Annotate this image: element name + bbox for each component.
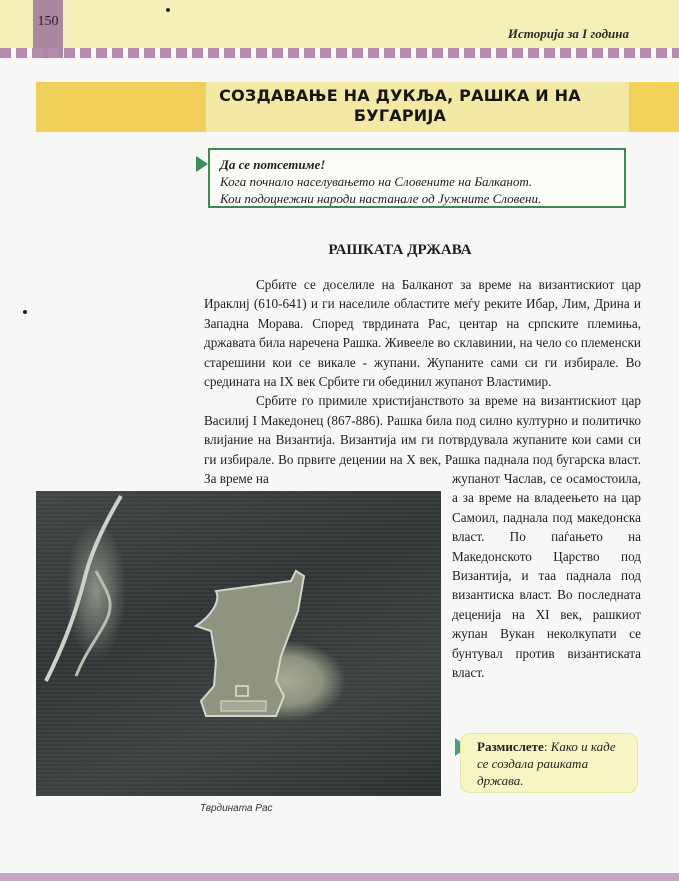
chapter-title-line-2: БУГАРИЈА [353,106,447,125]
paragraph-2: Србите го примиле христијанството за време на византискиот цар Василиј I Македонец (867-886). Рашка била под силно културно и политичко влијание на Византија. Византија им ги потврдувала жупаните кои сами си ги избирале. Во првите децении на X век, Рашка паднала под бугарска власт. За време на [204,393,641,487]
paragraph-2-continued: жупанот Часлав, се осамостоила, а за време на владеењето на цар Самоил, паднала под македонска власт. По паѓањето на Македонското Царство под Византија, и таа паднала под византиска власт. Во последната деценија на XI век, рашкиот жупан Вукан неколкупати се бунтувал против византиската власт. [452,471,641,681]
think-box-lead: Размислете [477,739,544,754]
ink-speck [166,8,170,12]
chapter-title-line-1: СОЗДАВАЊЕ НА ДУКЉА, РАШКА И НА [219,86,581,105]
photo-caption: Тврдината Рас [200,803,273,814]
title-band-right-block [629,82,679,132]
triangle-arrow-icon [196,156,208,172]
bottom-band [0,873,679,881]
photo-illustration [36,491,441,796]
decorative-dash-row [0,48,679,58]
wrapped-text [452,469,641,682]
recall-box-line-1: Кога почнало населувањето на Словените на Балканот. [220,174,533,189]
running-head: Историја за I година [507,26,629,41]
chapter-title [200,86,600,126]
recall-box-line-2: Кои подоцнежни народи настанале од Јужните Словени. [220,191,542,206]
recall-box-lead: Да се потсетиме! [220,157,326,172]
paragraph-1: Србите се доселиле на Балканот за време на византискиот цар Ираклиј (610-641) и ги населиле областите меѓу реките Ибар, Лим, Дрина и Западна Морава. Според тврдината Рас, центар на српските племиња, државата била наречена Рашка. Живееле во склавинии, на чело со племенски старешини кои се викале - жупани. Жупаните сами си ги избирале. Во средината на IX век Србите ги обединил жупанот Властимир. [204,277,641,390]
section-heading: РАШКАТА ДРЖАВА [328,242,472,258]
ink-speck [23,310,27,314]
body-text [204,275,641,488]
think-box: Размислете: Како и каде се создала рашката држава. [460,733,638,793]
title-band-left-block [36,82,206,132]
recall-box [208,148,626,208]
fortress-ras-aerial-photo [36,491,441,796]
think-box-question: Како и каде се создала рашката држава. [477,739,616,788]
page-number: 150 [37,14,59,29]
